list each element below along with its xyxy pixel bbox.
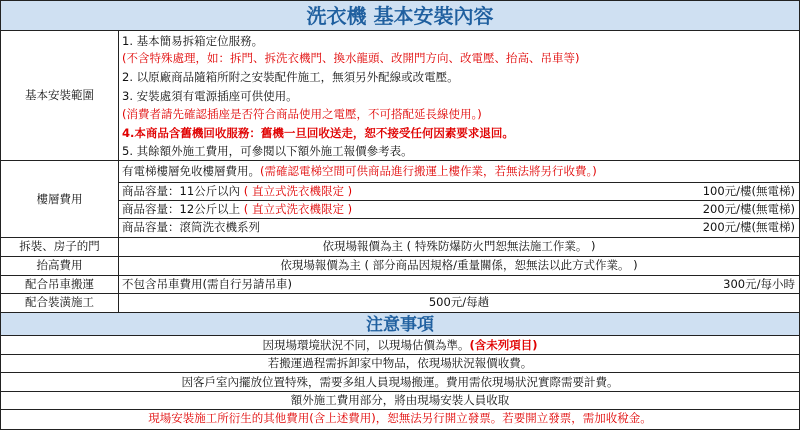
floor-row-desc: 商品容量：12公斤以上 <box>122 202 241 216</box>
lift-text: 依現場報價為主 ( 部分商品因規格/重量關係，恕無法以此方式作業。 ) <box>280 258 638 272</box>
note-3: 因客戶室內擺放位置特殊，需要多組人員現場搬運。費用需依現場狀況實際需要計費。 <box>181 375 619 389</box>
crane-price: 300元/每小時 <box>723 277 795 291</box>
note-5: 現場安裝施工所衍生的其他費用(含上述費用)，恕無法另行開立發票。若要開立發票，需加收稅金。 <box>148 411 652 425</box>
divider <box>118 182 799 183</box>
divider <box>1 409 799 410</box>
floor-row-desc: 商品容量：11公斤以內 <box>122 184 241 198</box>
basic-item-1: 1. 基本簡易拆箱定位服務。 <box>122 34 264 48</box>
divider <box>1 237 799 238</box>
note-2: 若搬運過程需拆卸家中物品，依現場狀況報價收費。 <box>267 356 533 370</box>
basic-item-3-note: (消費者請先確認插座是否符合商品使用之電壓，不可搭配延長線使用。) <box>122 107 482 121</box>
divider <box>1 293 799 294</box>
crane-text: 不包含吊車費用(需自行另請吊車) <box>122 277 292 291</box>
floor-elevator-text: 有電梯樓層免收樓層費用。 <box>122 164 260 178</box>
divider <box>1 354 799 355</box>
page-title: 洗衣機 基本安裝內容 <box>1 1 799 31</box>
divider <box>118 200 799 201</box>
basic-item-3: 3. 安裝處須有電源插座可供使用。 <box>122 89 298 103</box>
floor-row-note: ( 直立式洗衣機限定 ) <box>243 202 353 216</box>
floor-row-note: ( 直立式洗衣機限定 ) <box>243 184 353 198</box>
disassembly-text: 依現場報價為主 ( 特殊防爆防火門恕無法施工作業。 ) <box>322 239 596 253</box>
note-4: 額外施工費用部分，將由現場安裝人員收取 <box>290 393 510 407</box>
basic-item-5: 5. 其餘額外施工費用，可參閱以下額外施工報價參考表。 <box>122 144 413 158</box>
disassembly-label: 拆裝、房子的門 <box>1 239 118 254</box>
floor-row <box>122 202 422 217</box>
floor-row <box>122 184 422 199</box>
note-1-red: (含未列項目) <box>469 338 538 352</box>
drain-label: 配合裝潢施工 <box>1 295 118 310</box>
lift-label: 抬高費用 <box>1 258 118 273</box>
divider <box>1 256 799 257</box>
divider <box>1 372 799 373</box>
floor-row-price: 200元/樓(無電梯) <box>702 220 795 234</box>
note-1-text: 因現場環境狀況不同，以現場估價為準。 <box>262 338 470 352</box>
floor-row-price: 200元/樓(無電梯) <box>702 202 795 216</box>
crane-label: 配合吊車搬運 <box>1 277 118 292</box>
note-1 <box>1 338 799 353</box>
floor-row-price: 100元/樓(無電梯) <box>702 184 795 198</box>
notes-title: 注意事項 <box>1 312 799 336</box>
divider <box>1 160 799 161</box>
floor-elevator <box>122 164 797 179</box>
basic-label: 基本安裝範圍 <box>1 31 118 160</box>
divider <box>118 218 799 219</box>
basic-item-2: 2. 以原廠商品隨箱所附之安裝配件施工，無須另外配線或改電壓。 <box>122 70 459 84</box>
drain-price: 500元/每趟 <box>428 295 490 309</box>
divider <box>1 275 799 276</box>
divider <box>1 391 799 392</box>
floor-label: 樓層費用 <box>1 161 118 237</box>
floor-elevator-note: (需確認電梯空間可供商品進行搬運上樓作業，若無法將另行收費。) <box>260 164 597 178</box>
floor-row <box>122 220 422 235</box>
floor-row-desc: 商品容量：滾筒洗衣機系列 <box>122 220 260 234</box>
basic-item-4: 4.本商品含舊機回收服務：舊機一旦回收送走，恕不接受任何因素要求退回。 <box>122 126 514 140</box>
basic-item-1-note: (不含特殊處理，如：拆門、拆洗衣機門、換水龍頭、改開門方向、改電壓、抬高、吊車等) <box>122 51 580 65</box>
